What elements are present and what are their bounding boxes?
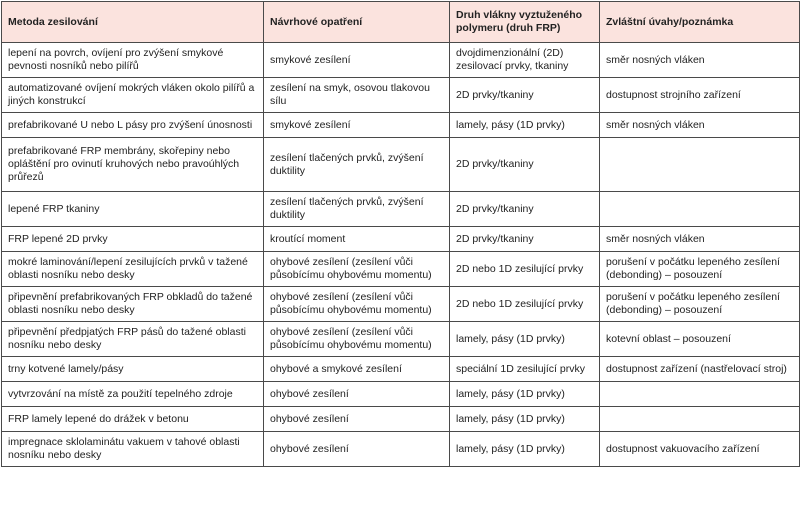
cell-notes <box>600 192 800 227</box>
cell-notes: dostupnost zařízení (nastřelovací stroj) <box>600 357 800 382</box>
cell-notes: směr nosných vláken <box>600 43 800 78</box>
cell-method: mokré laminování/lepení zesilujících prvků v tažené oblasti nosníku nebo desky <box>2 252 264 287</box>
cell-design-measure: ohybové zesílení <box>264 407 450 432</box>
cell-frp-type: lamely, pásy (1D prvky) <box>450 382 600 407</box>
cell-frp-type: lamely, pásy (1D prvky) <box>450 322 600 357</box>
cell-design-measure: smykové zesílení <box>264 113 450 138</box>
cell-method: připevnění předpjatých FRP pásů do tažené oblasti nosníku nebo desky <box>2 322 264 357</box>
cell-notes: kotevní oblast – posouzení <box>600 322 800 357</box>
cell-notes <box>600 382 800 407</box>
cell-design-measure: ohybové zesílení (zesílení vůči působícímu ohybovému momentu) <box>264 252 450 287</box>
cell-design-measure: ohybové a smykové zesílení <box>264 357 450 382</box>
header-method: Metoda zesilování <box>2 2 264 43</box>
cell-frp-type: 2D prvky/tkaniny <box>450 78 600 113</box>
cell-frp-type: 2D nebo 1D zesilující prvky <box>450 287 600 322</box>
table-row <box>2 43 800 78</box>
cell-design-measure: ohybové zesílení <box>264 382 450 407</box>
cell-design-measure: smykové zesílení <box>264 43 450 78</box>
cell-frp-type: 2D prvky/tkaniny <box>450 138 600 192</box>
cell-design-measure: ohybové zesílení (zesílení vůči působícímu ohybovému momentu) <box>264 287 450 322</box>
cell-method: impregnace sklolaminátu vakuem v tahové oblasti nosníku nebo desky <box>2 432 264 467</box>
cell-notes: směr nosných vláken <box>600 227 800 252</box>
table-row <box>2 252 800 287</box>
cell-frp-type: lamely, pásy (1D prvky) <box>450 113 600 138</box>
table-row <box>2 287 800 322</box>
cell-frp-type: lamely, pásy (1D prvky) <box>450 407 600 432</box>
cell-design-measure: zesílení tlačených prvků, zvýšení duktility <box>264 192 450 227</box>
cell-notes: dostupnost vakuovacího zařízení <box>600 432 800 467</box>
cell-notes: dostupnost strojního zařízení <box>600 78 800 113</box>
table-row <box>2 78 800 113</box>
header-row <box>2 2 800 43</box>
cell-frp-type: 2D prvky/tkaniny <box>450 192 600 227</box>
table-row <box>2 227 800 252</box>
table-row <box>2 192 800 227</box>
cell-notes <box>600 407 800 432</box>
cell-frp-type: lamely, pásy (1D prvky) <box>450 432 600 467</box>
cell-design-measure: ohybové zesílení (zesílení vůči působícímu ohybovému momentu) <box>264 322 450 357</box>
cell-frp-type: speciální 1D zesilující prvky <box>450 357 600 382</box>
cell-method: FRP lepené 2D prvky <box>2 227 264 252</box>
cell-method: trny kotvené lamely/pásy <box>2 357 264 382</box>
cell-notes <box>600 138 800 192</box>
cell-method: FRP lamely lepené do drážek v betonu <box>2 407 264 432</box>
cell-design-measure: kroutící moment <box>264 227 450 252</box>
header-notes: Zvláštní úvahy/poznámka <box>600 2 800 43</box>
table-row <box>2 432 800 467</box>
cell-frp-type: 2D nebo 1D zesilující prvky <box>450 252 600 287</box>
cell-notes: směr nosných vláken <box>600 113 800 138</box>
cell-design-measure: ohybové zesílení <box>264 432 450 467</box>
header-design-measure: Návrhové opatření <box>264 2 450 43</box>
cell-method: vytvrzování na místě za použití tepelného zdroje <box>2 382 264 407</box>
cell-method: automatizované ovíjení mokrých vláken okolo pilířů a jiných konstrukcí <box>2 78 264 113</box>
cell-notes: porušení v počátku lepeného zesílení (debonding) – posouzení <box>600 252 800 287</box>
table-row <box>2 357 800 382</box>
cell-frp-type: 2D prvky/tkaniny <box>450 227 600 252</box>
table-row <box>2 322 800 357</box>
cell-frp-type: dvojdimenzionální (2D) zesilovací prvky, tkaniny <box>450 43 600 78</box>
cell-method: prefabrikované U nebo L pásy pro zvýšení únosnosti <box>2 113 264 138</box>
cell-method: lepené FRP tkaniny <box>2 192 264 227</box>
cell-method: lepení na povrch, ovíjení pro zvýšení smykové pevnosti nosníků nebo pilířů <box>2 43 264 78</box>
table-row <box>2 407 800 432</box>
cell-method: připevnění prefabrikovaných FRP obkladů do tažené oblasti nosníku nebo desky <box>2 287 264 322</box>
table-row <box>2 113 800 138</box>
cell-design-measure: zesílení tlačených prvků, zvýšení duktility <box>264 138 450 192</box>
frp-strengthening-table <box>1 1 800 467</box>
cell-method: prefabrikované FRP membrány, skořepiny nebo opláštění pro ovinutí kruhových nebo pravoúhlých průřezů <box>2 138 264 192</box>
cell-notes: porušení v počátku lepeného zesílení (debonding) – posouzení <box>600 287 800 322</box>
table-row <box>2 382 800 407</box>
header-frp-type: Druh vlákny vyztuženého polymeru (druh FRP) <box>450 2 600 43</box>
cell-design-measure: zesílení na smyk, osovou tlakovou sílu <box>264 78 450 113</box>
table-row <box>2 138 800 192</box>
